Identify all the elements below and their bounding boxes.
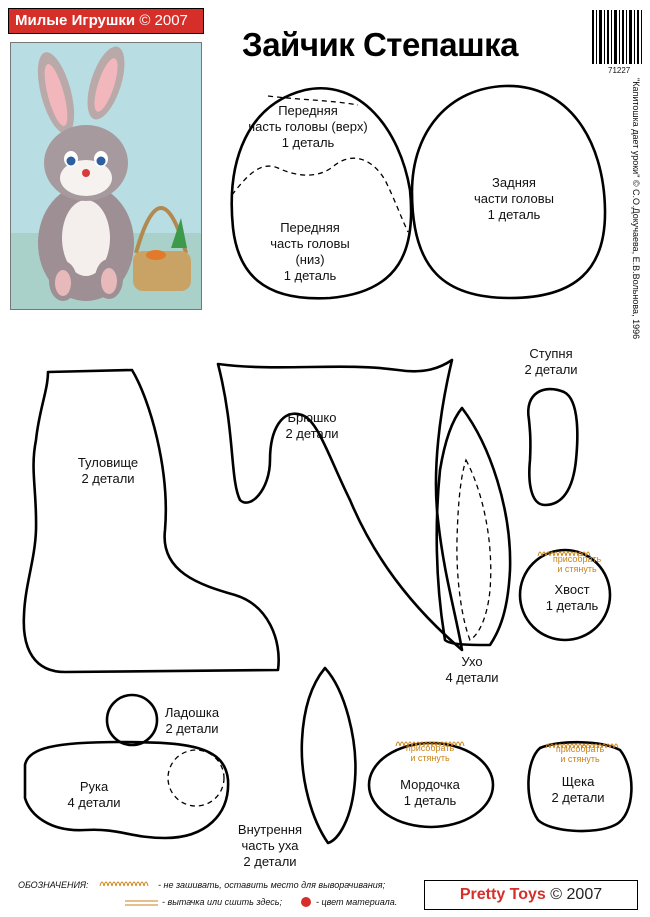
dashed-arm-circle xyxy=(168,750,224,806)
note-cheek-gather: присобрать и стянуть xyxy=(555,744,605,764)
piece-arm xyxy=(25,742,228,838)
footer-brand: Pretty Toys xyxy=(459,886,546,903)
label-arm: Рука 4 детали xyxy=(67,779,121,810)
piece-foot xyxy=(528,389,577,505)
label-back-head: Задняя части головы 1 деталь xyxy=(474,175,554,222)
label-torso: Туловище 2 детали xyxy=(77,455,139,486)
legend xyxy=(18,880,89,890)
label-foot: Ступня 2 детали xyxy=(524,346,578,377)
legend-item-color: - цвет материала. xyxy=(316,897,398,907)
legend-item-dart: - вытачка или сшить здесь; xyxy=(162,897,283,907)
legend-gather-symbol xyxy=(100,882,148,886)
barcode-number: 71227 xyxy=(608,66,631,75)
brand-name: Милые Игрушки xyxy=(15,12,136,29)
legend-item-gap: - не зашивать, оставить место для выворачивания; xyxy=(158,880,386,890)
legend-title: ОБОЗНАЧЕНИЯ: xyxy=(18,880,89,890)
label-ear: Ухо 4 детали xyxy=(445,654,499,685)
piece-inner-ear xyxy=(302,668,356,843)
label-inner-ear: Внутрення часть уха 2 детали xyxy=(237,822,303,869)
legend-dart-symbol xyxy=(125,901,158,905)
dashed-ear-inner xyxy=(457,460,491,640)
label-muzzle: Мордочка 1 деталь xyxy=(400,777,460,808)
note-muzzle-gather: присобрать и стянуть xyxy=(405,743,455,763)
legend-color-dot xyxy=(301,897,311,907)
label-tail: Хвост 1 деталь xyxy=(545,582,599,613)
footer-copyright: © 2007 xyxy=(550,886,603,903)
label-front-head-top: Передняя часть головы (верх) 1 деталь xyxy=(248,103,368,150)
piece-torso xyxy=(24,370,279,672)
footer-brand-box xyxy=(424,880,638,910)
label-palm: Ладошка 2 детали xyxy=(164,705,220,736)
label-front-head-bottom: Передняя часть головы (низ) 1 деталь xyxy=(270,220,350,283)
note-tail-gather: присобрать и стянуть xyxy=(552,554,602,574)
label-cheek: Щека 2 детали xyxy=(551,774,605,805)
piece-palm xyxy=(107,695,157,745)
source-credit-text: "Капитошка дает уроки" © С.О.Докучаева, Е.В.Вольнова, 1996 xyxy=(631,78,641,340)
piece-ear xyxy=(437,408,510,645)
page-title: Зайчик Степашка xyxy=(242,26,518,63)
brand-copyright: © 2007 xyxy=(139,12,188,29)
label-belly: Брюшко 2 детали xyxy=(285,410,339,441)
